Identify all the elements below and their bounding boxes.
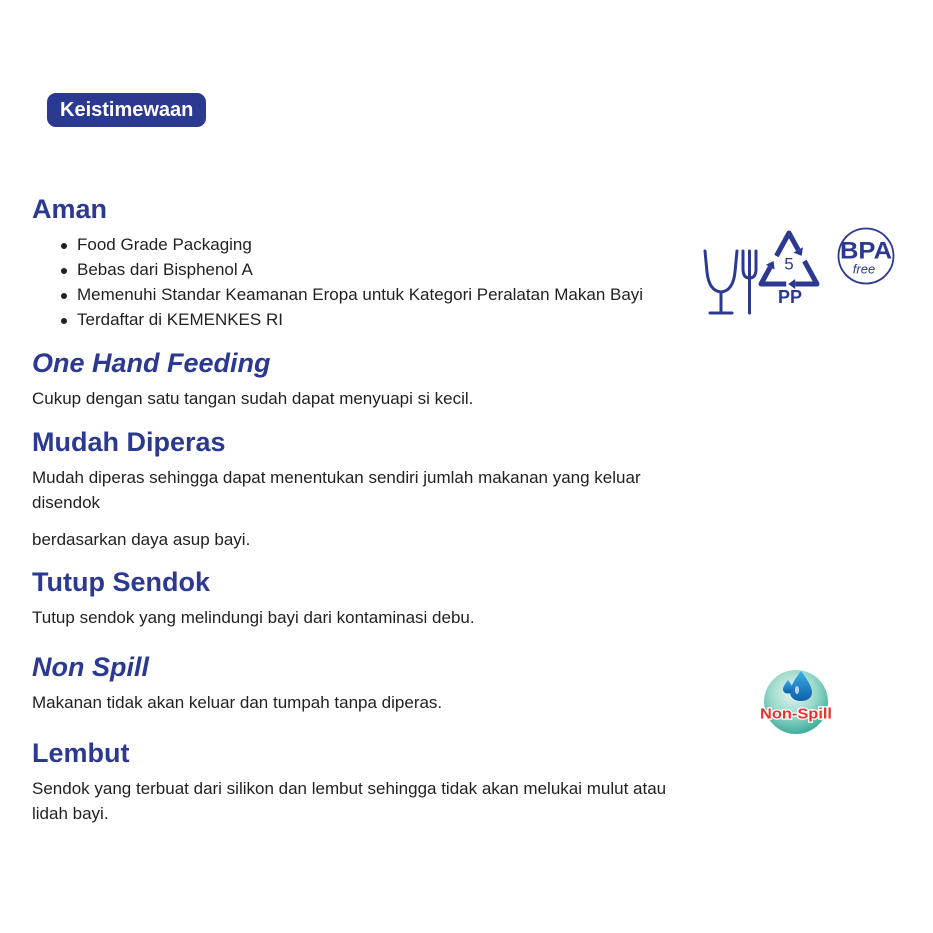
section-tutup-sendok [32, 566, 475, 630]
section-lembut [32, 737, 666, 826]
drop-highlight [795, 686, 799, 694]
section-description [32, 527, 641, 552]
section-one-hand-feeding [32, 347, 473, 411]
list-item: Terdaftar di KEMENKES RI [32, 307, 643, 332]
section-description [32, 465, 641, 515]
recycle-arrow-right [795, 261, 817, 284]
section-heading-non-spill: Non Spill [32, 652, 149, 682]
bpa-free-icon [834, 224, 898, 288]
section-description [32, 386, 473, 411]
bpa-label: BPA [840, 237, 892, 265]
description-line: Cukup dengan satu tangan sudah dapat menyuapi si kecil. [32, 389, 474, 408]
recycle-arrow-left [761, 267, 786, 284]
section-non-spill [32, 651, 442, 715]
description-line: Mudah diperas sehingga dapat menentukan sendiri jumlah makanan yang keluar [32, 468, 641, 487]
section-heading-one-hand-feeding: One Hand Feeding [32, 348, 271, 378]
description-line: Sendok yang terbuat dari silikon dan lembut sehingga tidak akan melukai mulut atau [32, 779, 667, 798]
description-line: Tutup sendok yang melindungi bayi dari kontaminasi debu. [32, 608, 475, 627]
feature-list [32, 232, 643, 332]
glass-fork-icon [700, 245, 760, 317]
section-heading-tutup-sendok: Tutup Sendok [32, 567, 210, 597]
section-heading-lembut: Lembut [32, 738, 130, 768]
recycle-icon [758, 228, 822, 308]
section-mudah-diperas [32, 426, 641, 552]
bpa-free-sublabel: free [852, 261, 876, 277]
non-spill-icon [756, 666, 836, 740]
section-description [32, 605, 475, 630]
list-item: Food Grade Packaging [32, 232, 643, 257]
recycle-material-label: PP [777, 287, 803, 307]
description-line: lidah bayi. [32, 804, 109, 823]
section-heading-mudah-diperas: Mudah Diperas [32, 427, 226, 457]
list-item: Bebas dari Bisphenol A [32, 257, 643, 282]
description-line: Makanan tidak akan keluar dan tumpah tanpa diperas. [32, 693, 443, 712]
features-badge: Keistimewaan [47, 93, 206, 127]
description-line: disendok [32, 493, 101, 512]
section-description [32, 690, 442, 715]
list-item: Memenuhi Standar Keamanan Eropa untuk Kategori Peralatan Makan Bayi [32, 282, 643, 307]
description-line: berdasarkan daya asup bayi. [32, 530, 251, 549]
section-aman [32, 193, 643, 332]
non-spill-label: Non-Spill [760, 705, 832, 723]
glass-cup-shape [705, 251, 737, 292]
section-heading-aman: Aman [32, 194, 108, 224]
section-description [32, 776, 666, 826]
recycle-number: 5 [784, 254, 794, 274]
